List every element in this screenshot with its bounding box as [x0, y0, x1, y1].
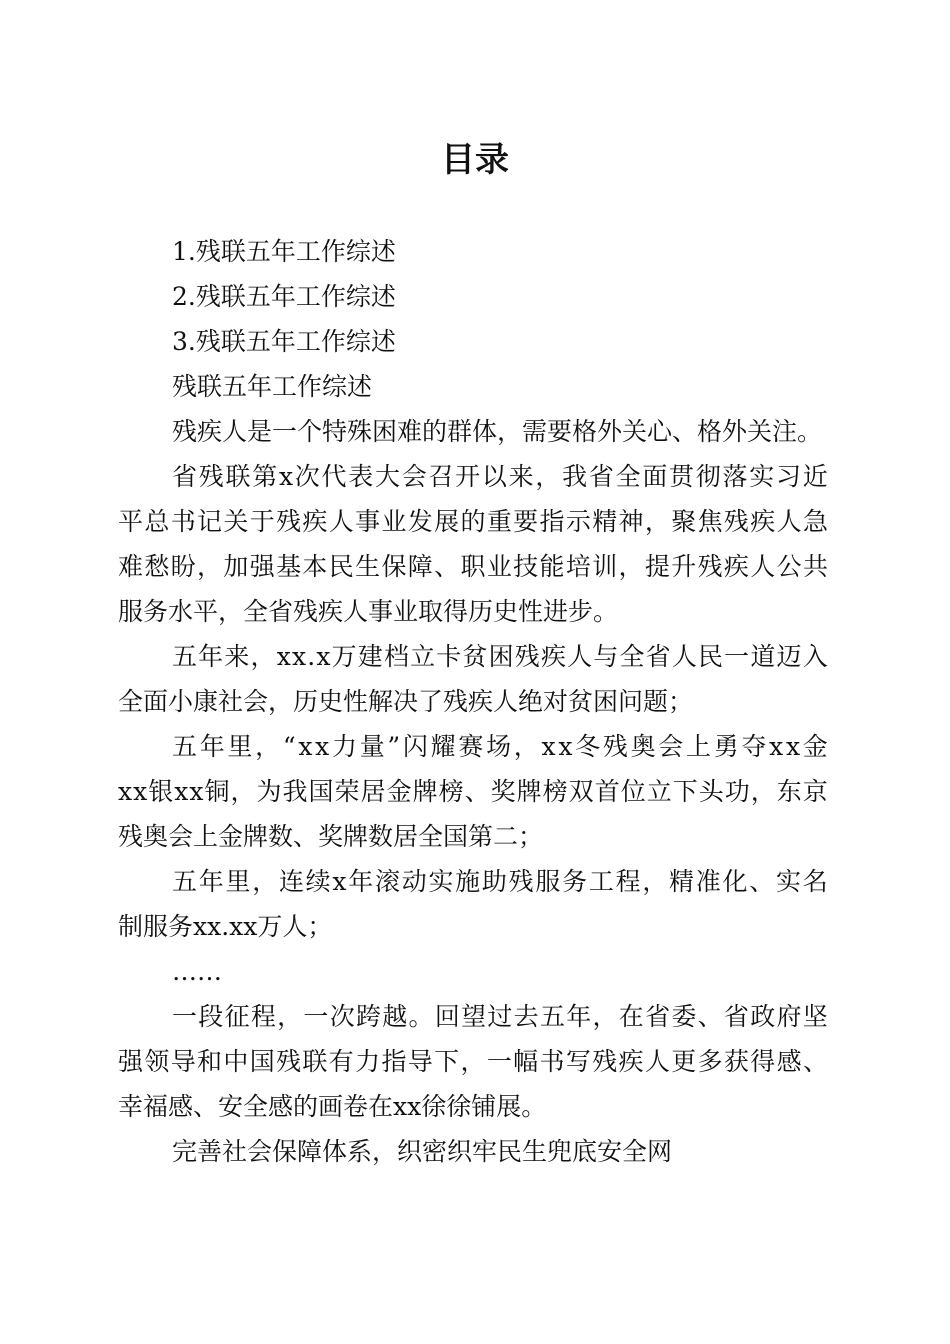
paragraphs: [118, 364, 828, 1174]
paragraph-line: 五 年 里 ， 连 续 x 年 滚 动 实 施 助 残 服 务 工 程 ， 精 准 化 、 实 名: [172, 867, 828, 896]
paragraph-line: 难 愁 盼 ， 加 强 基 本 民 生 保 障 、 职 业 技 能 培 训 ， 提 升 残 疾 人 公 共: [118, 552, 828, 581]
paragraph-line: 平 总 书 记 关 于 残 疾 人 事 业 发 展 的 重 要 指 示 精 神 ， 聚 焦 残 疾 人 急: [118, 507, 828, 536]
page-title: 目录: [441, 140, 509, 180]
paragraph-line: ……: [172, 957, 222, 986]
paragraph-line: 强 领 导 和 中 国 残 联 有 力 指 导 下 ， 一 幅 书 写 残 疾 人 更 多 获 得 感 、: [118, 1047, 828, 1076]
paragraph-line: 全面小康社会，历史性解决了残疾人绝对贫困问题；: [118, 687, 694, 716]
paragraph-line: x x 银 x x 铜 ， 为 我 国 荣 居 金 牌 榜 、 奖 牌 榜 双 首 位 立 下 头 功 ， 东 京: [118, 777, 828, 806]
paragraph-line: 五 年 里 ， “ x x 力 量 ” 闪 耀 赛 场 ， x x 冬 残 奥 会 上 勇 夺 x x 金: [172, 732, 828, 761]
toc-item-3: 3.残联五年工作综述: [172, 327, 396, 356]
paragraph-line: 制服务xx.xx万人；: [118, 912, 333, 941]
paragraph-line: 完善社会保障体系，织密织牢民生兜底安全网: [172, 1137, 673, 1166]
paragraph-line: 一 段 征 程 ， 一 次 跨 越 。 回 望 过 去 五 年 ， 在 省 委 、 省 政 府 坚: [172, 1002, 828, 1031]
toc-item-2: 2.残联五年工作综述: [172, 282, 396, 311]
paragraph-line: 服务水平，全省残疾人事业取得历史性进步。: [118, 597, 619, 626]
paragraph-line: 省 残 联 第 x 次 代 表 大 会 召 开 以 来 ， 我 省 全 面 贯 彻 落 实 习 近: [172, 462, 828, 491]
toc-item-1: 1.残联五年工作综述: [172, 237, 396, 266]
paragraph-line: 幸福感、安全感的画卷在xx徐徐铺展。: [118, 1092, 547, 1121]
section-heading: 残联五年工作综述: [172, 372, 373, 401]
paragraph-line: 五 年 来 ， x x . x 万 建 档 立 卡 贫 困 残 疾 人 与 全 省 人 民 一 道 迈 入: [172, 642, 828, 671]
document-body: [118, 229, 828, 1174]
paragraph-line: 残奥会上金牌数、奖牌数居全国第二；: [118, 822, 544, 851]
paragraph-line: 残疾人是一个特殊困难的群体，需要格外关心、格外关注。: [172, 417, 823, 446]
